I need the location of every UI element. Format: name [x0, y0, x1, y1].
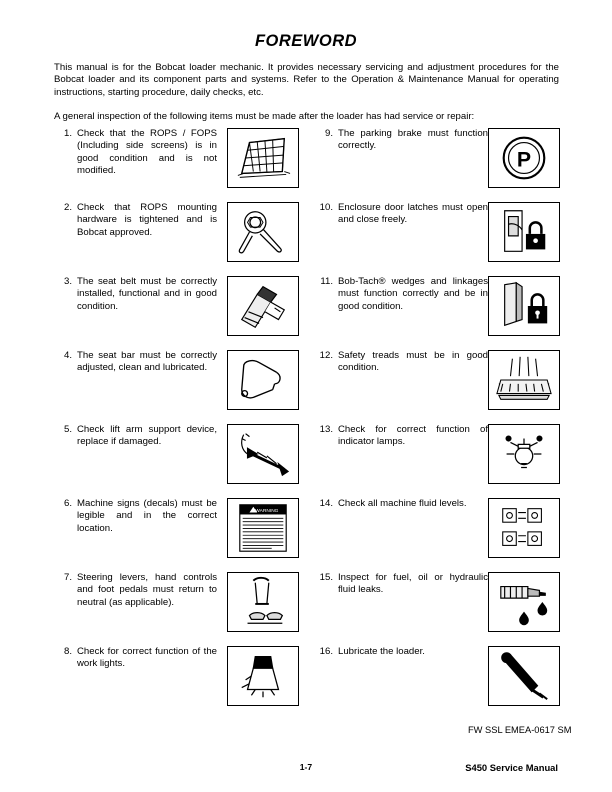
- fluid-leak-icon: [488, 572, 560, 632]
- steering-levers-pedals-icon: [227, 572, 299, 632]
- item-text: Check that the ROPS / FOPS (Including side screens) is in good condition and is not modified.: [77, 128, 217, 177]
- page-number: 1-7: [299, 762, 313, 772]
- item-number: 7.: [63, 572, 72, 583]
- intro-text: This manual is for the Bobcat loader mechanic. It provides necessary servicing and adjustment procedures for the Bobcat loader and its component parts and systems. Refer to the Operation & Maintenance Manual for operating instructions, starting procedure, daily checks, etc.: [54, 62, 559, 98]
- item-text: Lubricate the loader.: [338, 646, 425, 657]
- work-light-icon: [227, 646, 299, 706]
- svg-text:WARNING: WARNING: [255, 509, 279, 515]
- svg-text:P: P: [516, 147, 532, 172]
- item-number: 12.: [319, 350, 333, 361]
- door-latch-lock-icon: [488, 202, 560, 262]
- item-number: 5.: [63, 424, 72, 435]
- footnote: FW SSL EMEA-0617 SM: [468, 725, 572, 735]
- item-text: Check all machine fluid levels.: [338, 498, 467, 509]
- rops-fops-cage-icon: [227, 128, 299, 188]
- item-text: Safety treads must be in good condition.: [338, 350, 488, 374]
- warning-decal-icon: [227, 498, 299, 558]
- item-text: Machine signs (decals) must be legible and in the correct location.: [77, 498, 217, 534]
- item-text: Check for correct function of indicator lamps.: [338, 424, 488, 448]
- safety-tread-icon: [488, 350, 560, 410]
- lift-arm-support-icon: [227, 424, 299, 484]
- seat-bar-icon: [227, 350, 299, 410]
- item-text: The parking brake must function correctly.: [338, 128, 488, 152]
- wrench-bolt-icon: [227, 202, 299, 262]
- general-note: A general inspection of the following items must be made after the loader has had service or repair:: [54, 111, 475, 122]
- bob-tach-wedge-lock-icon: [488, 276, 560, 336]
- item-text: Check lift arm support device, replace if damaged.: [77, 424, 217, 448]
- grease-gun-icon: [488, 646, 560, 706]
- item-text: Bob-Tach® wedges and linkages must function correctly and be in good condition.: [338, 276, 488, 312]
- item-text: Check that ROPS mounting hardware is tightened and is Bobcat approved.: [77, 202, 217, 238]
- fluid-levels-icon: [488, 498, 560, 558]
- item-number: 16.: [319, 646, 333, 657]
- item-number: 6.: [63, 498, 72, 509]
- parking-brake-icon: [488, 128, 560, 188]
- indicator-lamp-icon: [488, 424, 560, 484]
- item-number: 3.: [63, 276, 72, 287]
- item-number: 1.: [63, 128, 72, 139]
- seat-belt-buckle-icon: [227, 276, 299, 336]
- item-text: The seat belt must be correctly installed, functional and in good condition.: [77, 276, 217, 312]
- item-number: 4.: [63, 350, 72, 361]
- item-number: 11.: [320, 276, 333, 287]
- item-number: 9.: [324, 128, 333, 139]
- item-text: Check for correct function of the work lights.: [77, 646, 217, 670]
- item-text: Enclosure door latches must open and close freely.: [338, 202, 488, 226]
- page-title: FOREWORD: [254, 32, 358, 50]
- item-text: The seat bar must be correctly adjusted, clean and lubricated.: [77, 350, 217, 374]
- item-text: Steering levers, hand controls and foot pedals must return to neutral (as applicable).: [77, 572, 217, 608]
- item-number: 10.: [319, 202, 333, 213]
- item-number: 14.: [319, 498, 333, 509]
- manual-name: S450 Service Manual: [465, 762, 558, 773]
- item-number: 15.: [319, 572, 333, 583]
- item-number: 13.: [319, 424, 333, 435]
- item-number: 2.: [63, 202, 72, 213]
- item-text: Inspect for fuel, oil or hydraulic fluid leaks.: [338, 572, 488, 596]
- item-number: 8.: [63, 646, 72, 657]
- intro-paragraph: [54, 62, 559, 108]
